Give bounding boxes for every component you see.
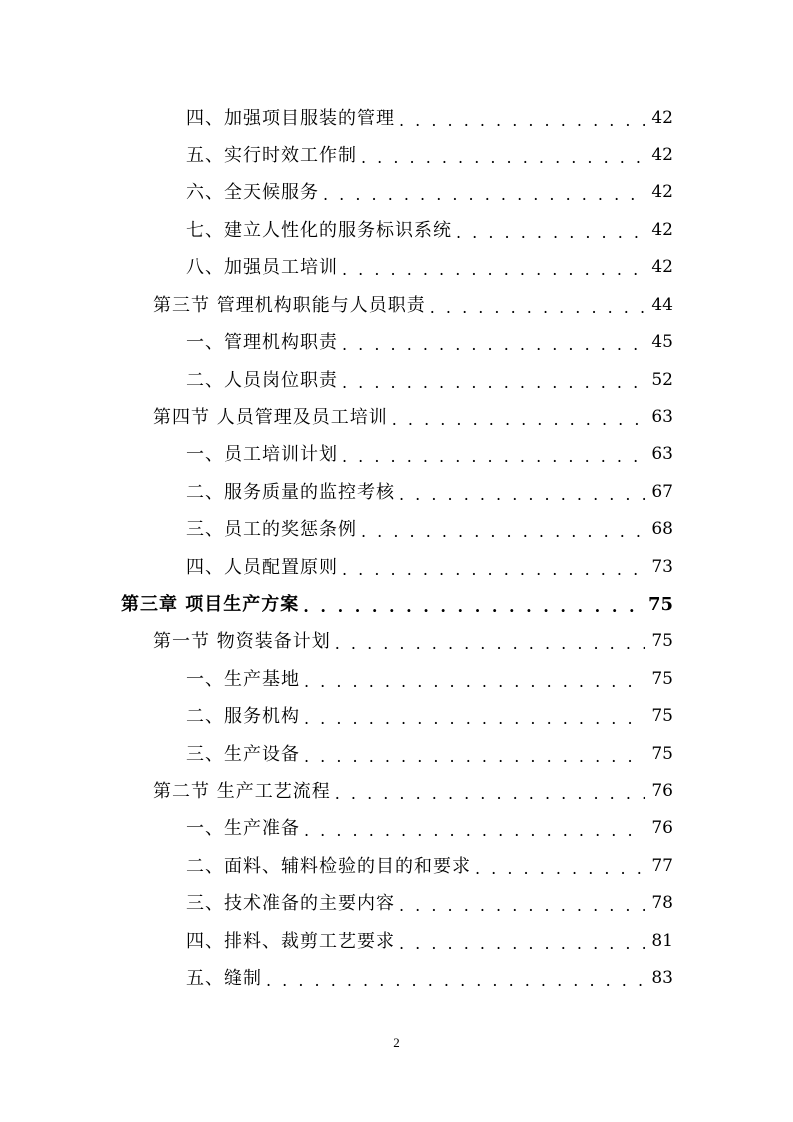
toc-leader-dots: [303, 599, 642, 615]
toc-leader-dots: [361, 524, 645, 540]
toc-entry-page: 63: [651, 444, 673, 464]
toc-entry[interactable]: [186, 362, 673, 399]
toc-entry-title: 三、技术准备的主要内容: [186, 892, 395, 914]
toc-entry-page: 42: [651, 108, 673, 128]
toc-leader-dots: [456, 225, 645, 241]
toc-entry[interactable]: [186, 698, 673, 735]
toc-leader-dots: [361, 150, 645, 166]
toc-entry[interactable]: [153, 399, 673, 436]
toc-entry[interactable]: [186, 511, 673, 548]
toc-entry-title: 四、人员配置原则: [186, 556, 338, 578]
toc-leader-dots: [399, 487, 645, 503]
toc-leader-dots: [304, 749, 645, 765]
toc-entry-title: 三、生产设备: [186, 743, 300, 765]
toc-leader-dots: [430, 300, 646, 316]
toc-entry[interactable]: [186, 436, 673, 473]
toc-entry-title: 八、加强员工培训: [186, 256, 338, 278]
toc-entry-title: 一、员工培训计划: [186, 443, 338, 465]
toc-entry-page: 75: [651, 631, 673, 651]
toc-entry[interactable]: [186, 923, 673, 960]
toc-entry-page: 78: [651, 893, 673, 913]
toc-entry[interactable]: [186, 848, 673, 885]
toc-leader-dots: [342, 375, 645, 391]
toc-entry-title: 第二节 生产工艺流程: [153, 780, 331, 802]
toc-entry[interactable]: [186, 137, 673, 174]
toc-entry-title: 第一节 物资装备计划: [153, 630, 331, 652]
toc-entry-page: 75: [651, 669, 673, 689]
toc-entry[interactable]: [186, 960, 673, 997]
toc-leader-dots: [266, 973, 645, 989]
toc-entry[interactable]: [186, 736, 673, 773]
toc-entry[interactable]: [186, 324, 673, 361]
toc-entry[interactable]: [186, 549, 673, 586]
toc-entry[interactable]: [186, 100, 673, 137]
page-number: 2: [393, 1035, 400, 1050]
toc-entry-title: 一、生产准备: [186, 817, 300, 839]
toc-entry-page: 63: [651, 407, 673, 427]
toc-leader-dots: [392, 412, 646, 428]
toc-entry-title: 七、建立人性化的服务标识系统: [186, 219, 452, 241]
toc-entry[interactable]: [186, 249, 673, 286]
toc-entry[interactable]: [186, 661, 673, 698]
toc-entry-page: 67: [651, 482, 673, 502]
toc-entry-page: 75: [651, 706, 673, 726]
toc-entry-page: 81: [651, 931, 673, 951]
toc-entry-page: 76: [651, 818, 673, 838]
toc-entry-title: 二、服务机构: [186, 705, 300, 727]
toc-entry[interactable]: [186, 885, 673, 922]
toc-entry-page: 76: [651, 781, 673, 801]
toc-entry-page: 44: [651, 295, 673, 315]
toc-leader-dots: [323, 187, 645, 203]
toc-entry-title: 四、加强项目服装的管理: [186, 107, 395, 129]
toc-entry-title: 二、面料、辅料检验的目的和要求: [186, 855, 471, 877]
toc-entry-title: 一、生产基地: [186, 668, 300, 690]
toc-entry[interactable]: [153, 623, 673, 660]
toc-entry-title: 二、服务质量的监控考核: [186, 481, 395, 503]
toc-leader-dots: [399, 936, 645, 952]
toc-entry-title: 第三节 管理机构职能与人员职责: [153, 294, 426, 316]
toc-entry[interactable]: [153, 773, 673, 810]
toc-leader-dots: [304, 674, 645, 690]
toc-entry-title: 第四节 人员管理及员工培训: [153, 406, 388, 428]
toc-entry-title: 四、排料、裁剪工艺要求: [186, 930, 395, 952]
toc-entry-page: 68: [651, 519, 673, 539]
toc-leader-dots: [399, 113, 645, 129]
toc-entry-page: 45: [651, 332, 673, 352]
toc-entry-page: 42: [651, 257, 673, 277]
toc-entry-title: 五、实行时效工作制: [186, 144, 357, 166]
toc-entry-title: 六、全天候服务: [186, 181, 319, 203]
toc-entry-title: 二、人员岗位职责: [186, 369, 338, 391]
toc-entry-page: 42: [651, 182, 673, 202]
toc-entry-title: 第三章 项目生产方案: [121, 593, 300, 615]
toc-entry-page: 77: [651, 856, 673, 876]
toc-entry-page: 83: [651, 968, 673, 988]
toc-leader-dots: [335, 636, 646, 652]
toc-leader-dots: [342, 449, 645, 465]
toc-leader-dots: [399, 898, 645, 914]
toc-entry[interactable]: [186, 174, 673, 211]
toc-entry-page: 75: [647, 593, 673, 615]
toc-leader-dots: [342, 562, 645, 578]
toc-leader-dots: [304, 711, 645, 727]
toc-leader-dots: [342, 337, 645, 353]
toc-entry[interactable]: [186, 212, 673, 249]
toc-entry[interactable]: [186, 810, 673, 847]
toc-entry[interactable]: [153, 287, 673, 324]
toc-leader-dots: [304, 823, 645, 839]
toc-entry-page: 42: [651, 145, 673, 165]
toc-entry-title: 五、缝制: [186, 967, 262, 989]
toc-entry-page: 75: [651, 744, 673, 764]
toc-leader-dots: [475, 861, 645, 877]
toc-entry-page: 52: [651, 370, 673, 390]
toc-leader-dots: [342, 262, 645, 278]
toc-entry-page: 42: [651, 220, 673, 240]
toc-entry[interactable]: [186, 474, 673, 511]
toc-leader-dots: [335, 786, 646, 802]
toc-entry-title: 一、管理机构职责: [186, 331, 338, 353]
toc-entry-page: 73: [651, 557, 673, 577]
toc-entry-title: 三、员工的奖惩条例: [186, 518, 357, 540]
toc-chapter-entry[interactable]: [121, 586, 673, 623]
